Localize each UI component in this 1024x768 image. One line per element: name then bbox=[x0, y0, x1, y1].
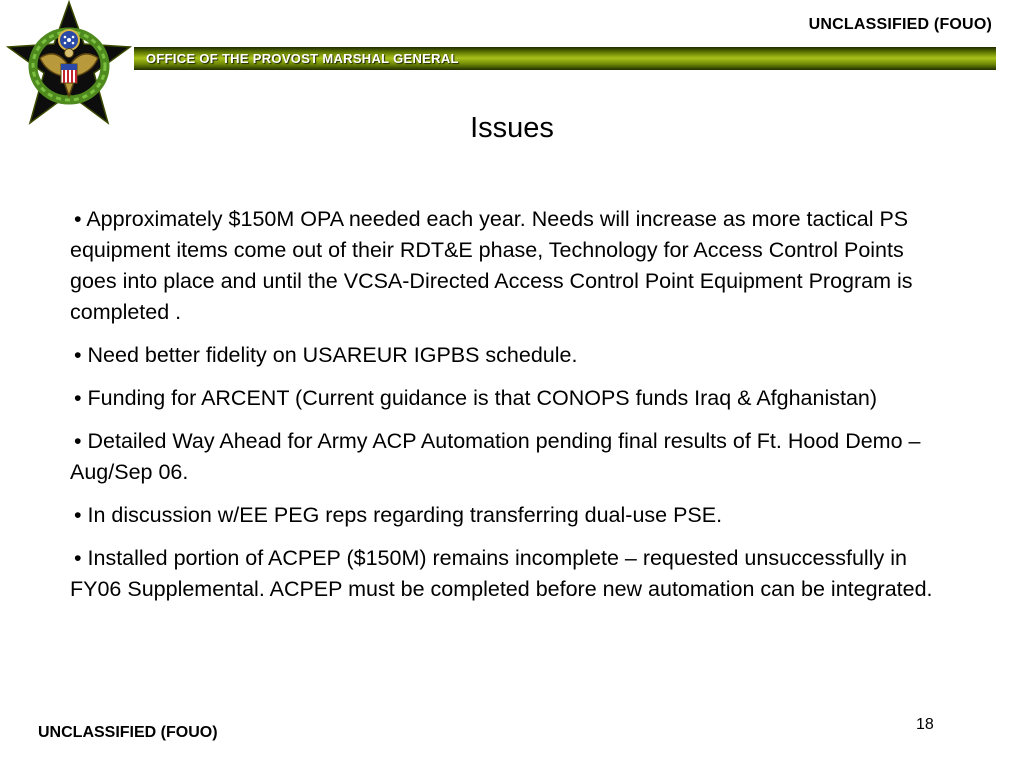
bullet-text: Approximately $150M OPA needed each year. Needs will increase as more tactical PS equipment items come out of their RDT&E phase, Technology for Access Control Points goes into place and until the VCSA-Directed Access Control Point Equipment Program is completed . bbox=[70, 207, 913, 324]
bullet-item bbox=[70, 543, 950, 605]
bullet-item bbox=[70, 204, 950, 328]
bullet-text: Need better fidelity on USAREUR IGPBS schedule. bbox=[87, 343, 578, 367]
army-star-eagle-emblem-icon bbox=[0, 0, 138, 128]
bullet-marker: • bbox=[74, 343, 82, 367]
bullet-marker: • bbox=[74, 386, 82, 410]
bullet-marker: • bbox=[74, 546, 82, 570]
bullet-item bbox=[70, 340, 950, 371]
slide-title: Issues bbox=[470, 112, 554, 144]
bullet-text: Detailed Way Ahead for Army ACP Automation pending final results of Ft. Hood Demo – Aug/Sep 06. bbox=[70, 429, 921, 484]
bullet-marker: • bbox=[74, 503, 82, 527]
organization-name: OFFICE OF THE PROVOST MARSHAL GENERAL bbox=[146, 51, 459, 66]
bullet-text: Installed portion of ACPEP ($150M) remains incomplete – requested unsuccessfully in FY06 Supplemental. ACPEP must be completed before new automation can be integrated. bbox=[70, 546, 933, 601]
bullet-list bbox=[70, 204, 950, 617]
classification-marking-top: UNCLASSIFIED (FOUO) bbox=[808, 16, 992, 33]
bullet-marker: • bbox=[74, 207, 82, 231]
bullet-item bbox=[70, 500, 950, 531]
header-bar bbox=[134, 47, 996, 70]
bullet-text: Funding for ARCENT (Current guidance is that CONOPS funds Iraq & Afghanistan) bbox=[87, 386, 878, 410]
bullet-marker: • bbox=[74, 429, 82, 453]
classification-marking-bottom: UNCLASSIFIED (FOUO) bbox=[38, 724, 218, 741]
page-number: 18 bbox=[916, 716, 934, 733]
bullet-text: In discussion w/EE PEG reps regarding transferring dual-use PSE. bbox=[87, 503, 723, 527]
bullet-item bbox=[70, 426, 950, 488]
bullet-item bbox=[70, 383, 950, 414]
